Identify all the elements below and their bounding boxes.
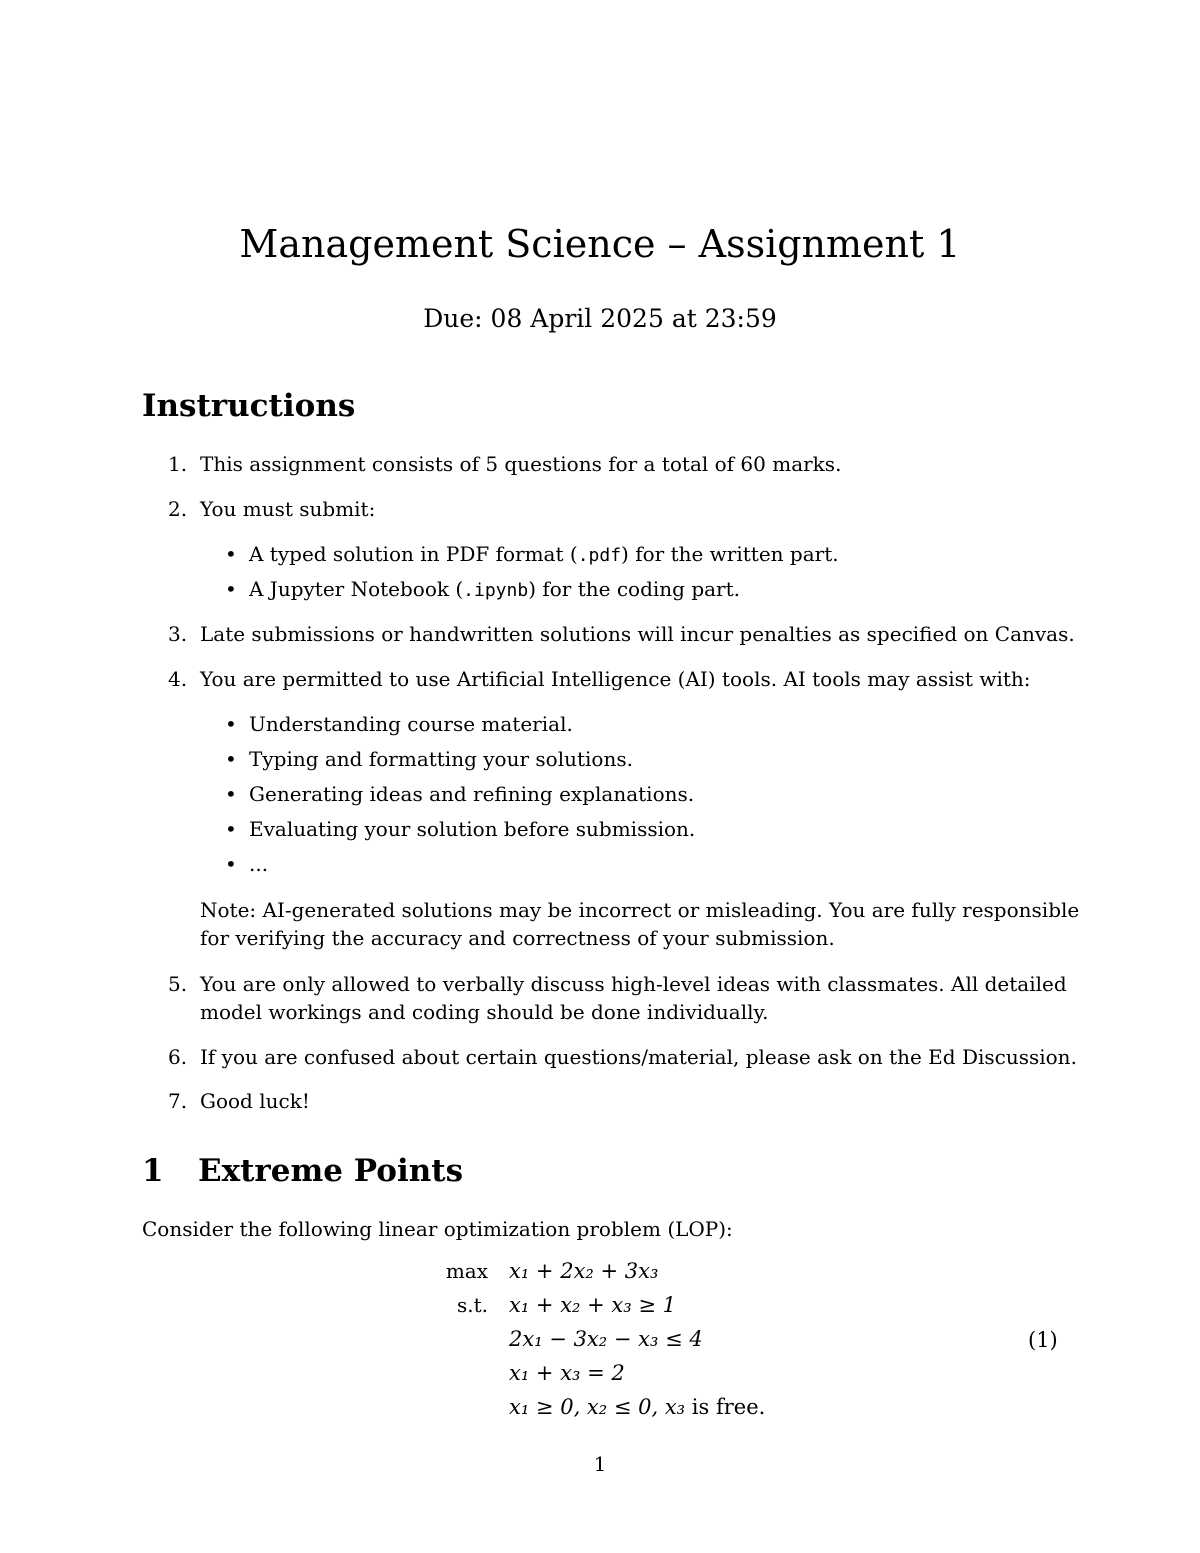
item-text: You are permitted to use Artificial Intelligence (AI) tools. AI tools may assist with:	[200, 667, 1031, 691]
constraint-1: x₁ + x₂ + x₃ ≥ 1	[509, 1293, 676, 1317]
equation-number: (1)	[1028, 1328, 1058, 1352]
objective-label: max	[445, 1259, 488, 1283]
item-text: Late submissions or handwritten solutions will incur penalties as specified on Canvas.	[200, 622, 1075, 646]
section-number: 1	[142, 1153, 164, 1189]
instruction-item-3	[168, 620, 1075, 648]
section-intro: Consider the following linear optimization problem (LOP):	[142, 1217, 733, 1241]
subject-to-label: s.t.	[456, 1293, 488, 1317]
instructions-heading: Instructions	[142, 388, 356, 424]
item-number: 7.	[168, 1089, 188, 1113]
bullet-icon: •	[225, 577, 237, 601]
item-number: 4.	[168, 667, 188, 691]
item-number: 6.	[168, 1045, 188, 1069]
item-text: This assignment consists of 5 questions for a total of 60 marks.	[200, 452, 842, 476]
due-date: Due: 08 April 2025 at 23:59	[423, 304, 777, 333]
bullet-icon: •	[225, 852, 237, 876]
item-number: 3.	[168, 622, 188, 646]
ai-bullet-4: • Evaluating your solution before submission.	[225, 817, 696, 841]
ai-bullet-2: • Typing and formatting your solutions.	[225, 747, 633, 771]
bullet-icon: •	[225, 712, 237, 736]
instruction-item-1	[168, 450, 842, 478]
item-text: Good luck!	[200, 1089, 310, 1113]
instruction-item-2	[168, 495, 376, 523]
sign-constraints: x₁ ≥ 0, x₂ ≤ 0, x₃ is free.	[509, 1395, 766, 1419]
instruction-item-4	[168, 665, 1031, 693]
item-text: You must submit:	[200, 497, 376, 521]
document-title: Management Science – Assignment 1	[239, 222, 961, 266]
item-number: 5.	[168, 972, 188, 996]
submit-bullet-notebook: • A Jupyter Notebook (.ipynb) for the coding part.	[225, 577, 740, 601]
bullet-icon: •	[225, 817, 237, 841]
objective-function: x₁ + 2x₂ + 3x₃	[509, 1259, 659, 1283]
section-title: Extreme Points	[198, 1153, 464, 1189]
ai-note: Note: AI-generated solutions may be incorrect or misleading. You are fully responsible for verifying the accuracy and correctness of your submission.	[200, 898, 1080, 950]
instruction-item-7	[168, 1087, 310, 1115]
item-text: If you are confused about certain questions/material, please ask on the Ed Discussion.	[200, 1045, 1077, 1069]
bullet-icon: •	[225, 782, 237, 806]
ai-bullet-5: • ...	[225, 852, 269, 876]
instruction-item-6	[168, 1043, 1077, 1071]
bullet-icon: •	[225, 747, 237, 771]
constraint-3: x₁ + x₃ = 2	[509, 1361, 625, 1385]
instruction-item-5	[168, 970, 1067, 1024]
bullet-icon: •	[225, 542, 237, 566]
ai-bullet-1: • Understanding course material.	[225, 712, 573, 736]
constraint-2: 2x₁ − 3x₂ − x₃ ≤ 4	[509, 1327, 703, 1351]
ai-bullet-3: • Generating ideas and refining explanations.	[225, 782, 695, 806]
item-number: 1.	[168, 452, 188, 476]
item-number: 2.	[168, 497, 188, 521]
section-heading	[142, 1153, 463, 1189]
page-number: 1	[593, 1452, 607, 1476]
submit-bullet-pdf: • A typed solution in PDF format (.pdf) for the written part.	[225, 542, 839, 566]
item-text: You are only allowed to verbally discuss high-level ideas with classmates. All detailed model workings and coding should be done individually.	[200, 972, 1067, 1024]
